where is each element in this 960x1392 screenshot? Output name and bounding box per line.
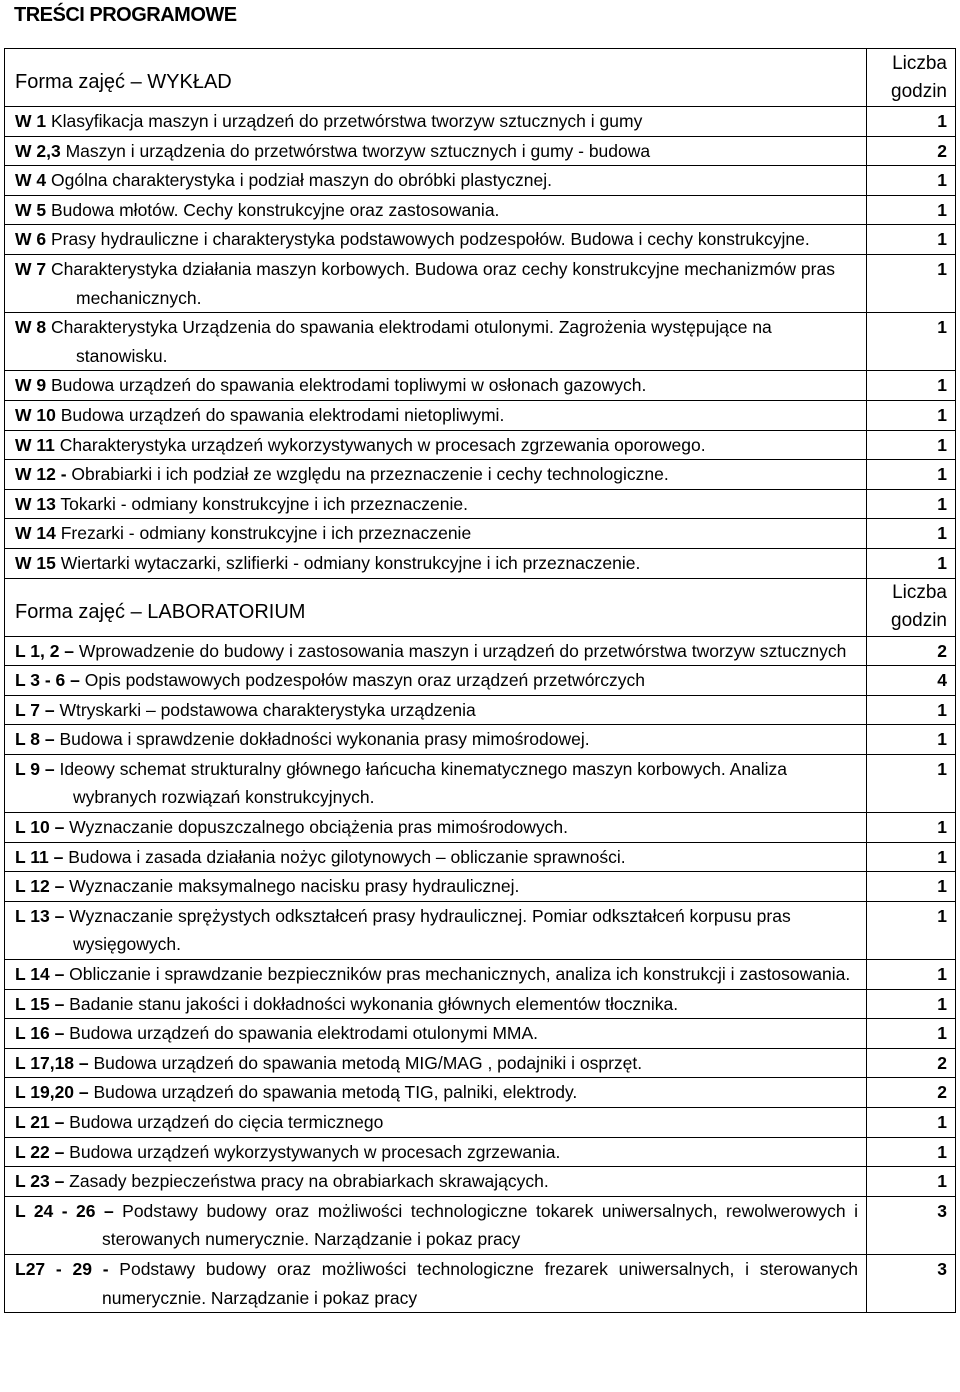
row-code: W 12 - (15, 464, 67, 485)
row-code: L 3 - 6 – (15, 670, 80, 691)
table-row (5, 460, 956, 490)
row-description (15, 519, 858, 548)
row-code: L 21 – (15, 1112, 65, 1132)
row-hours: 3 (867, 1254, 956, 1312)
row-hours: 1 (867, 430, 956, 460)
row-description (15, 1108, 858, 1137)
row-text: Prasy hydrauliczne i charakterystyka podstawowych podzespołów. Budowa i cechy konstrukcyjne. (51, 229, 810, 250)
row-hours: 1 (867, 754, 956, 812)
row-hours: 4 (867, 666, 956, 696)
lab-header-row (5, 578, 956, 636)
row-code: L 14 – (15, 964, 65, 985)
row-text: Budowa urządzeń wykorzystywanych w procesach zgrzewania. (69, 1141, 561, 1162)
lecture-form-label-cell (5, 49, 867, 107)
row-description (15, 666, 858, 695)
lecture-header-row (5, 49, 956, 107)
row-code: W 1 (15, 111, 47, 131)
row-hours: 2 (867, 136, 956, 166)
row-code: W 11 (15, 434, 55, 455)
row-hours: 2 (867, 1048, 956, 1078)
row-text: Budowa młotów. Cechy konstrukcyjne oraz zastosowania. (51, 199, 500, 220)
row-hours: 1 (867, 519, 956, 549)
table-row (5, 1078, 956, 1108)
row-text: Wyznaczanie sprężystych odkształceń prasy hydraulicznej. Pomiar odkształceń korpusu pras wysięgowych. (69, 905, 791, 955)
row-description-cell (5, 313, 867, 371)
row-description (15, 107, 858, 136)
row-hours: 1 (867, 1019, 956, 1049)
row-description-cell (5, 1137, 867, 1167)
row-hours: 2 (867, 1078, 956, 1108)
row-description (15, 872, 858, 901)
row-hours: 1 (867, 989, 956, 1019)
row-text: Budowa urządzeń do spawania elektrodami nietopliwymi. (60, 404, 505, 425)
row-description (15, 549, 858, 578)
row-code: L 15 – (15, 993, 65, 1014)
table-row (5, 901, 956, 959)
row-hours: 1 (867, 400, 956, 430)
row-description-cell (5, 430, 867, 460)
row-description (15, 1197, 858, 1254)
row-text: Klasyfikacja maszyn i urządzeń do przetwórstwa tworzyw sztucznych i gumy (51, 111, 643, 131)
row-description (15, 371, 858, 400)
lab-hours-header-label: Liczba (892, 582, 947, 603)
row-description-cell (5, 1048, 867, 1078)
row-text: Maszyn i urządzenia do przetwórstwa tworzyw sztucznych i gumy - budowa (65, 140, 651, 161)
row-description-cell (5, 225, 867, 255)
row-text: Budowa i zasada działania nożyc gilotynowych – obliczanie sprawności. (68, 846, 626, 867)
row-code: L 11 – (15, 846, 64, 867)
row-description (15, 696, 858, 725)
lab-form-label: Forma zajęć – LABORATORIUM (15, 600, 306, 623)
table-row (5, 166, 956, 196)
row-code: W 7 (15, 258, 47, 279)
page-title: TREŚCI PROGRAMOWE (14, 4, 237, 26)
row-code: L 10 – (15, 817, 65, 838)
row-code: W 13 (15, 493, 56, 514)
table-row (5, 636, 956, 666)
row-description (15, 1019, 858, 1048)
row-text: Zasady bezpieczeństwa pracy na obrabiarkach skrawających. (69, 1171, 549, 1192)
row-description-cell (5, 989, 867, 1019)
table-row (5, 1108, 956, 1138)
row-code: L 12 – (15, 876, 65, 897)
row-description-cell (5, 666, 867, 696)
row-text: Wprowadzenie do budowy i zastosowania maszyn i urządzeń do przetwórstwa tworzyw sztucznych (78, 640, 847, 661)
row-text: Podstawy budowy oraz możliwości technologiczne tokarek uniwersalnych, rewolwerowych i sterowanych numerycznie. Narządzanie i pokaz pracy (102, 1200, 858, 1250)
table-row (5, 313, 956, 371)
row-code: W 8 (15, 317, 47, 338)
row-description-cell (5, 1254, 867, 1312)
row-code: W 2,3 (15, 140, 61, 161)
row-code: W 9 (15, 375, 47, 396)
row-description-cell (5, 1108, 867, 1138)
row-description-cell (5, 1078, 867, 1108)
row-description (15, 990, 858, 1019)
row-description-cell (5, 872, 867, 902)
row-hours: 1 (867, 195, 956, 225)
row-description-cell (5, 195, 867, 225)
row-hours: 2 (867, 636, 956, 666)
row-description-cell (5, 901, 867, 959)
row-hours: 1 (867, 842, 956, 872)
row-description-cell (5, 107, 867, 137)
row-hours: 1 (867, 225, 956, 255)
table-row (5, 1196, 956, 1254)
row-text: Tokarki - odmiany konstrukcyjne i ich przeznaczenie. (60, 493, 468, 514)
row-description (15, 490, 858, 519)
row-description-cell (5, 1167, 867, 1197)
lecture-form-label: Forma zajęć – WYKŁAD (15, 71, 232, 94)
row-description-cell (5, 636, 867, 666)
table-row (5, 430, 956, 460)
row-description-cell (5, 371, 867, 401)
row-hours: 1 (867, 548, 956, 578)
row-code: W 4 (15, 170, 47, 191)
lecture-hours-header-cell (867, 49, 956, 107)
row-description-cell (5, 813, 867, 843)
row-description (15, 1255, 858, 1312)
table-row (5, 195, 956, 225)
row-code: L 23 – (15, 1171, 65, 1192)
row-description (15, 166, 858, 195)
row-code: W 15 (15, 552, 56, 573)
table-row (5, 842, 956, 872)
row-hours: 1 (867, 960, 956, 990)
row-code: L 17,18 – (15, 1052, 89, 1073)
program-table (4, 48, 956, 1313)
row-description (15, 755, 858, 812)
row-description (15, 1167, 858, 1196)
row-description (15, 843, 858, 872)
row-hours: 1 (867, 725, 956, 755)
row-text: Wyznaczanie maksymalnego nacisku prasy hydraulicznej. (69, 876, 520, 897)
table-row (5, 371, 956, 401)
row-hours: 1 (867, 1108, 956, 1138)
row-description (15, 813, 858, 842)
lab-hours-header-label: godzin (891, 610, 947, 631)
table-row (5, 519, 956, 549)
row-hours: 1 (867, 107, 956, 137)
row-text: Opis podstawowych podzespołów maszyn oraz urządzeń przetwórczych (84, 670, 645, 691)
row-code: L 24 - 26 – (15, 1200, 114, 1221)
row-hours: 1 (867, 1167, 956, 1197)
row-text: Charakterystyka urządzeń wykorzystywanych w procesach zgrzewania oporowego. (59, 434, 706, 455)
row-code: L 19,20 – (15, 1082, 89, 1103)
row-description (15, 460, 858, 489)
lab-form-label-cell (5, 578, 867, 636)
row-text: Badanie stanu jakości i dokładności wykonania głównych elementów tłocznika. (69, 993, 679, 1014)
row-hours: 1 (867, 166, 956, 196)
row-text: Budowa urządzeń do cięcia termicznego (69, 1112, 384, 1132)
row-description (15, 637, 858, 666)
row-code: L27 - 29 - (15, 1258, 109, 1279)
row-hours: 1 (867, 254, 956, 312)
table-row (5, 1167, 956, 1197)
row-description-cell (5, 489, 867, 519)
row-description-cell (5, 725, 867, 755)
table-row (5, 725, 956, 755)
row-description (15, 1138, 858, 1167)
row-hours: 1 (867, 371, 956, 401)
row-code: L 13 – (15, 905, 65, 926)
row-text: Podstawy budowy oraz możliwości technologiczne frezarek uniwersalnych, i sterowanych numerycznie. Narządzanie i pokaz pracy (102, 1258, 858, 1308)
row-hours: 1 (867, 1137, 956, 1167)
table-row (5, 1254, 956, 1312)
row-text: Budowa urządzeń do spawania metodą TIG, palniki, elektrody. (93, 1082, 578, 1103)
row-hours: 1 (867, 460, 956, 490)
table-row (5, 489, 956, 519)
row-text: Ogólna charakterystyka i podział maszyn do obróbki plastycznej. (51, 170, 552, 191)
row-hours: 1 (867, 489, 956, 519)
row-description (15, 431, 858, 460)
row-description-cell (5, 1019, 867, 1049)
row-description (15, 313, 858, 370)
row-code: L 8 – (15, 729, 55, 750)
row-text: Frezarki - odmiany konstrukcyjne i ich przeznaczenie (60, 523, 472, 544)
row-description-cell (5, 254, 867, 312)
row-code: L 9 – (15, 758, 55, 779)
row-description (15, 725, 858, 754)
lecture-hours-header-label: Liczba (892, 52, 947, 74)
row-text: Ideowy schemat strukturalny głównego łańcucha kinematycznego maszyn korbowych. Analiza wybranych rozwiązań konstrukcyjnych. (59, 758, 788, 808)
row-description (15, 902, 858, 959)
row-code: W 10 (15, 404, 56, 425)
row-description-cell (5, 460, 867, 490)
table-row (5, 872, 956, 902)
row-description-cell (5, 136, 867, 166)
table-row (5, 754, 956, 812)
row-description-cell (5, 960, 867, 990)
row-description (15, 401, 858, 430)
row-description (15, 137, 858, 166)
table-row (5, 813, 956, 843)
table-row (5, 136, 956, 166)
row-text: Budowa urządzeń do spawania elektrodami topliwymi w osłonach gazowych. (51, 375, 647, 396)
row-description (15, 255, 858, 312)
table-row (5, 107, 956, 137)
row-text: Budowa urządzeń do spawania metodą MIG/MAG , podajniki i osprzęt. (93, 1052, 643, 1073)
row-code: L 7 – (15, 699, 55, 720)
row-text: Wiertarki wytaczarki, szlifierki - odmiany konstrukcyjne i ich przeznaczenie. (60, 552, 641, 573)
table-row (5, 1137, 956, 1167)
row-code: W 6 (15, 229, 47, 250)
row-text: Obrabiarki i ich podział ze względu na przeznaczenie i cechy technologiczne. (71, 464, 669, 485)
row-description-cell (5, 754, 867, 812)
row-description-cell (5, 548, 867, 578)
row-description-cell (5, 519, 867, 549)
row-hours: 1 (867, 813, 956, 843)
lab-hours-header-cell (867, 578, 956, 636)
table-row (5, 989, 956, 1019)
table-row (5, 1019, 956, 1049)
table-row (5, 960, 956, 990)
row-code: W 5 (15, 199, 47, 220)
row-description (15, 1049, 858, 1078)
row-text: Charakterystyka działania maszyn korbowych. Budowa oraz cechy konstrukcyjne mechanizmów pras mechanicznych. (51, 258, 835, 308)
row-hours: 1 (867, 901, 956, 959)
row-description (15, 960, 858, 989)
row-text: Budowa i sprawdzenie dokładności wykonania prasy mimośrodowej. (59, 729, 590, 750)
table-row (5, 400, 956, 430)
row-description (15, 225, 858, 254)
table-row (5, 225, 956, 255)
row-description-cell (5, 695, 867, 725)
row-hours: 1 (867, 872, 956, 902)
row-description-cell (5, 166, 867, 196)
row-code: W 14 (15, 523, 56, 544)
row-text: Obliczanie i sprawdzanie bezpieczników pras mechanicznych, analiza ich konstrukcji i zastosowania. (69, 964, 851, 985)
lecture-hours-header-label: godzin (891, 80, 947, 102)
row-text: Wyznaczanie dopuszczalnego obciążenia pras mimośrodowych. (69, 817, 569, 838)
row-code: L 16 – (15, 1023, 65, 1044)
row-text: Charakterystyka Urządzenia do spawania elektrodami otulonymi. Zagrożenia występujące na stanowisku. (51, 317, 772, 366)
row-hours: 1 (867, 695, 956, 725)
row-description-cell (5, 842, 867, 872)
table-row (5, 1048, 956, 1078)
table-row (5, 695, 956, 725)
row-text: Budowa urządzeń do spawania elektrodami otulonymi MMA. (69, 1023, 539, 1044)
row-description-cell (5, 1196, 867, 1254)
row-code: L 22 – (15, 1141, 65, 1162)
row-description-cell (5, 400, 867, 430)
row-description (15, 1078, 858, 1107)
row-description (15, 196, 858, 225)
table-row (5, 666, 956, 696)
row-text: Wtryskarki – podstawowa charakterystyka urządzenia (59, 699, 476, 720)
row-code: L 1, 2 – (15, 640, 75, 661)
table-row (5, 254, 956, 312)
table-row (5, 548, 956, 578)
row-hours: 3 (867, 1196, 956, 1254)
row-hours: 1 (867, 313, 956, 371)
